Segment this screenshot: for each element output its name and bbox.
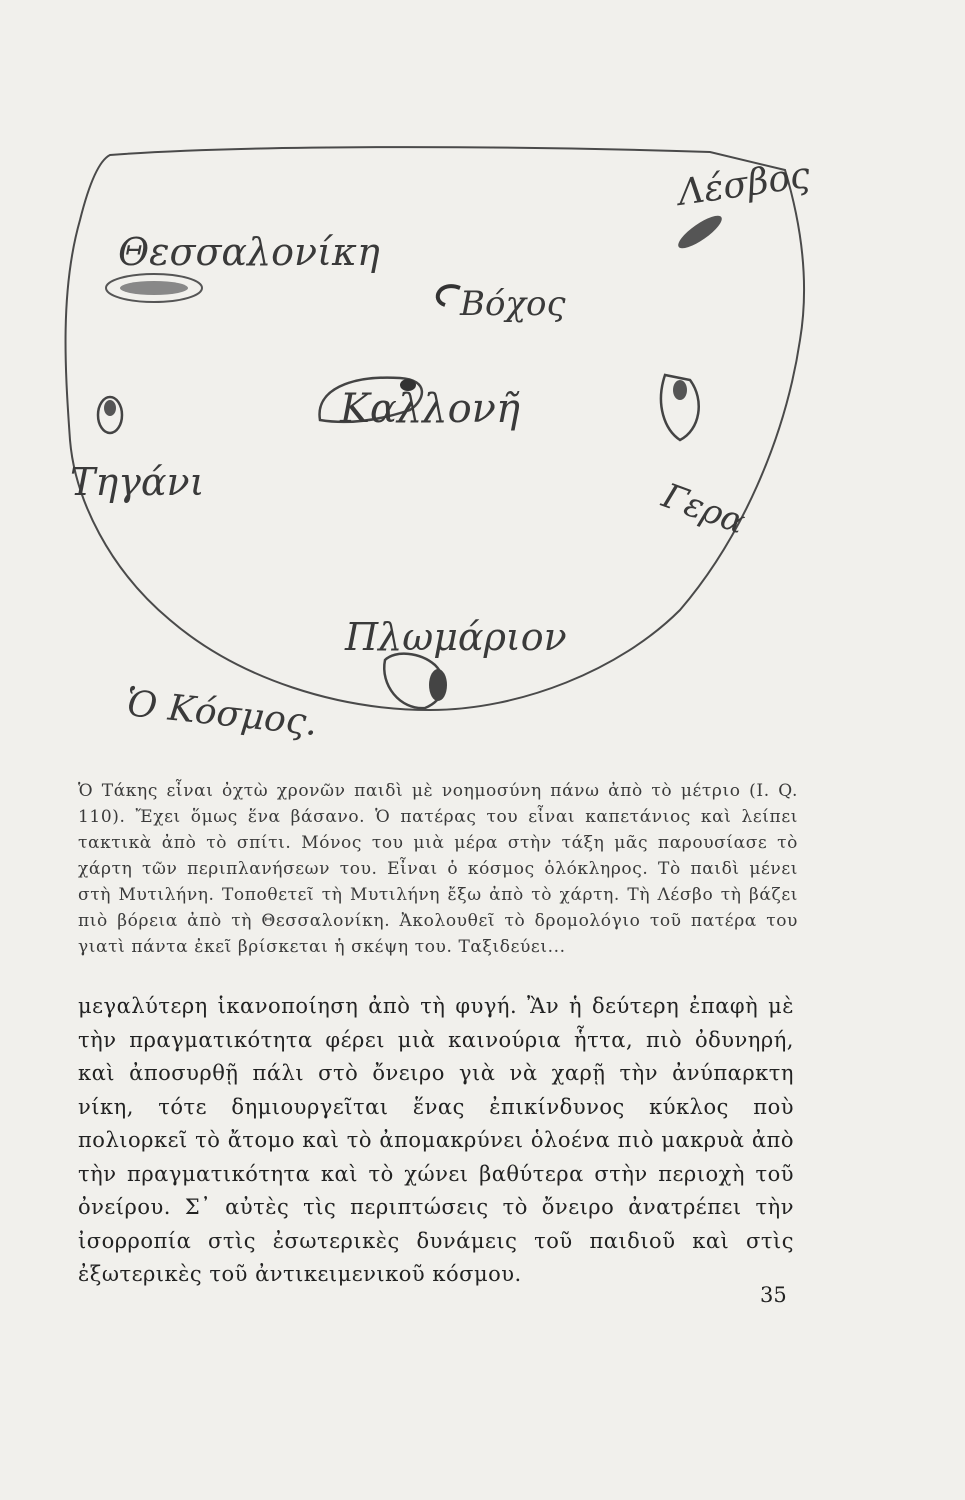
label-o-kosmos: Ὁ Κόσμος. (124, 683, 320, 745)
caption-text: Ὁ Τάκης εἶναι ὀχτὼ χρονῶν παιδὶ μὲ νοημοσύνη πάνω ἀπὸ τὸ μέτριο (I. Q. 110). Ἔχει ὅμως ἕνα βάσανο. Ὁ πατέρας του εἶναι καπετάνιος καὶ λείπει τακτικὰ ἀπὸ τὸ σπίτι. Μόνος του μιὰ μέρα στὴν τάξη μᾶς παρουσίασε τὸ χάρτη τῶν περιπλανήσεων του. Εἶναι ὁ κόσμος ὁλόκληρος. Τὸ παιδὶ μένει στὴ Μυτιλήνη. Τοποθετεῖ τὴ Μυτιλήνη ἔξω ἀπὸ τὸ χάρτη. Τὴ Λέσβο τὴ βάζει πιὸ βόρεια ἀπὸ τὴ Θεσσαλονίκη. Ἀκολουθεῖ τὸ δρομολόγιο τοῦ πατέρα του γιατὶ πάντα ἐκεῖ βρίσκεται ἡ σκέψη του. Ταξιδεύει... (78, 781, 798, 957)
body-text: μεγαλύτερη ἱκανοποίηση ἀπὸ τὴ φυγή. Ἂν ἡ δεύτερη ἐπαφὴ μὲ τὴν πραγματικότητα φέρει μιὰ καινούρια ἧττα, πιὸ ὀδυνηρή, καὶ ἀποσυρθῇ πάλι στὸ ὄνειρο γιὰ νὰ χαρῇ τὴν ἀνύπαρκτη νίκη, τότε δημιουργεῖται ἕνας ἐπικίνδυνος κύκλος ποὺ πολιορκεῖ τὸ ἄτομο καὶ τὸ ἀπομακρύνει ὁλοένα πιὸ μακρυὰ ἀπὸ τὴν πραγματικότητα καὶ τὸ χώνει βαθύτερα στὴν περιοχὴ τοῦ ὀνείρου. Σ᾽ αὐτὲς τὶς περιπτώσεις τὸ ὄνειρο ἀνατρέπει τὴν ἰσορροπία στὶς ἐσωτερικὲς δυνάμεις τοῦ παιδιοῦ καὶ στὶς ἐξωτερικὲς τοῦ ἀντικειμενικοῦ κόσμου. (78, 994, 794, 1286)
vouhos-mark (438, 286, 460, 305)
label-tigani: Τηγάνι (70, 460, 205, 504)
lesvos-blob (674, 211, 726, 254)
tigani-dot (104, 400, 116, 416)
child-map-drawing (40, 140, 840, 780)
label-gera: Γερα (656, 475, 751, 543)
label-vouhos: Βόχος (460, 284, 566, 324)
label-lesvos: Λέσβος (675, 154, 813, 214)
page-number: 35 (760, 1283, 787, 1307)
label-plomarion: Πλωμάριον (345, 615, 567, 659)
plomarion-dot (429, 669, 447, 701)
label-kalloni: Καλλονῆ (340, 386, 520, 432)
figure-caption (78, 778, 798, 960)
gera-dot (673, 380, 687, 400)
label-thessaloniki: Θεσσαλονίκη (118, 230, 380, 274)
thessaloniki-blob-fill (120, 281, 188, 295)
body-paragraph (78, 990, 794, 1292)
